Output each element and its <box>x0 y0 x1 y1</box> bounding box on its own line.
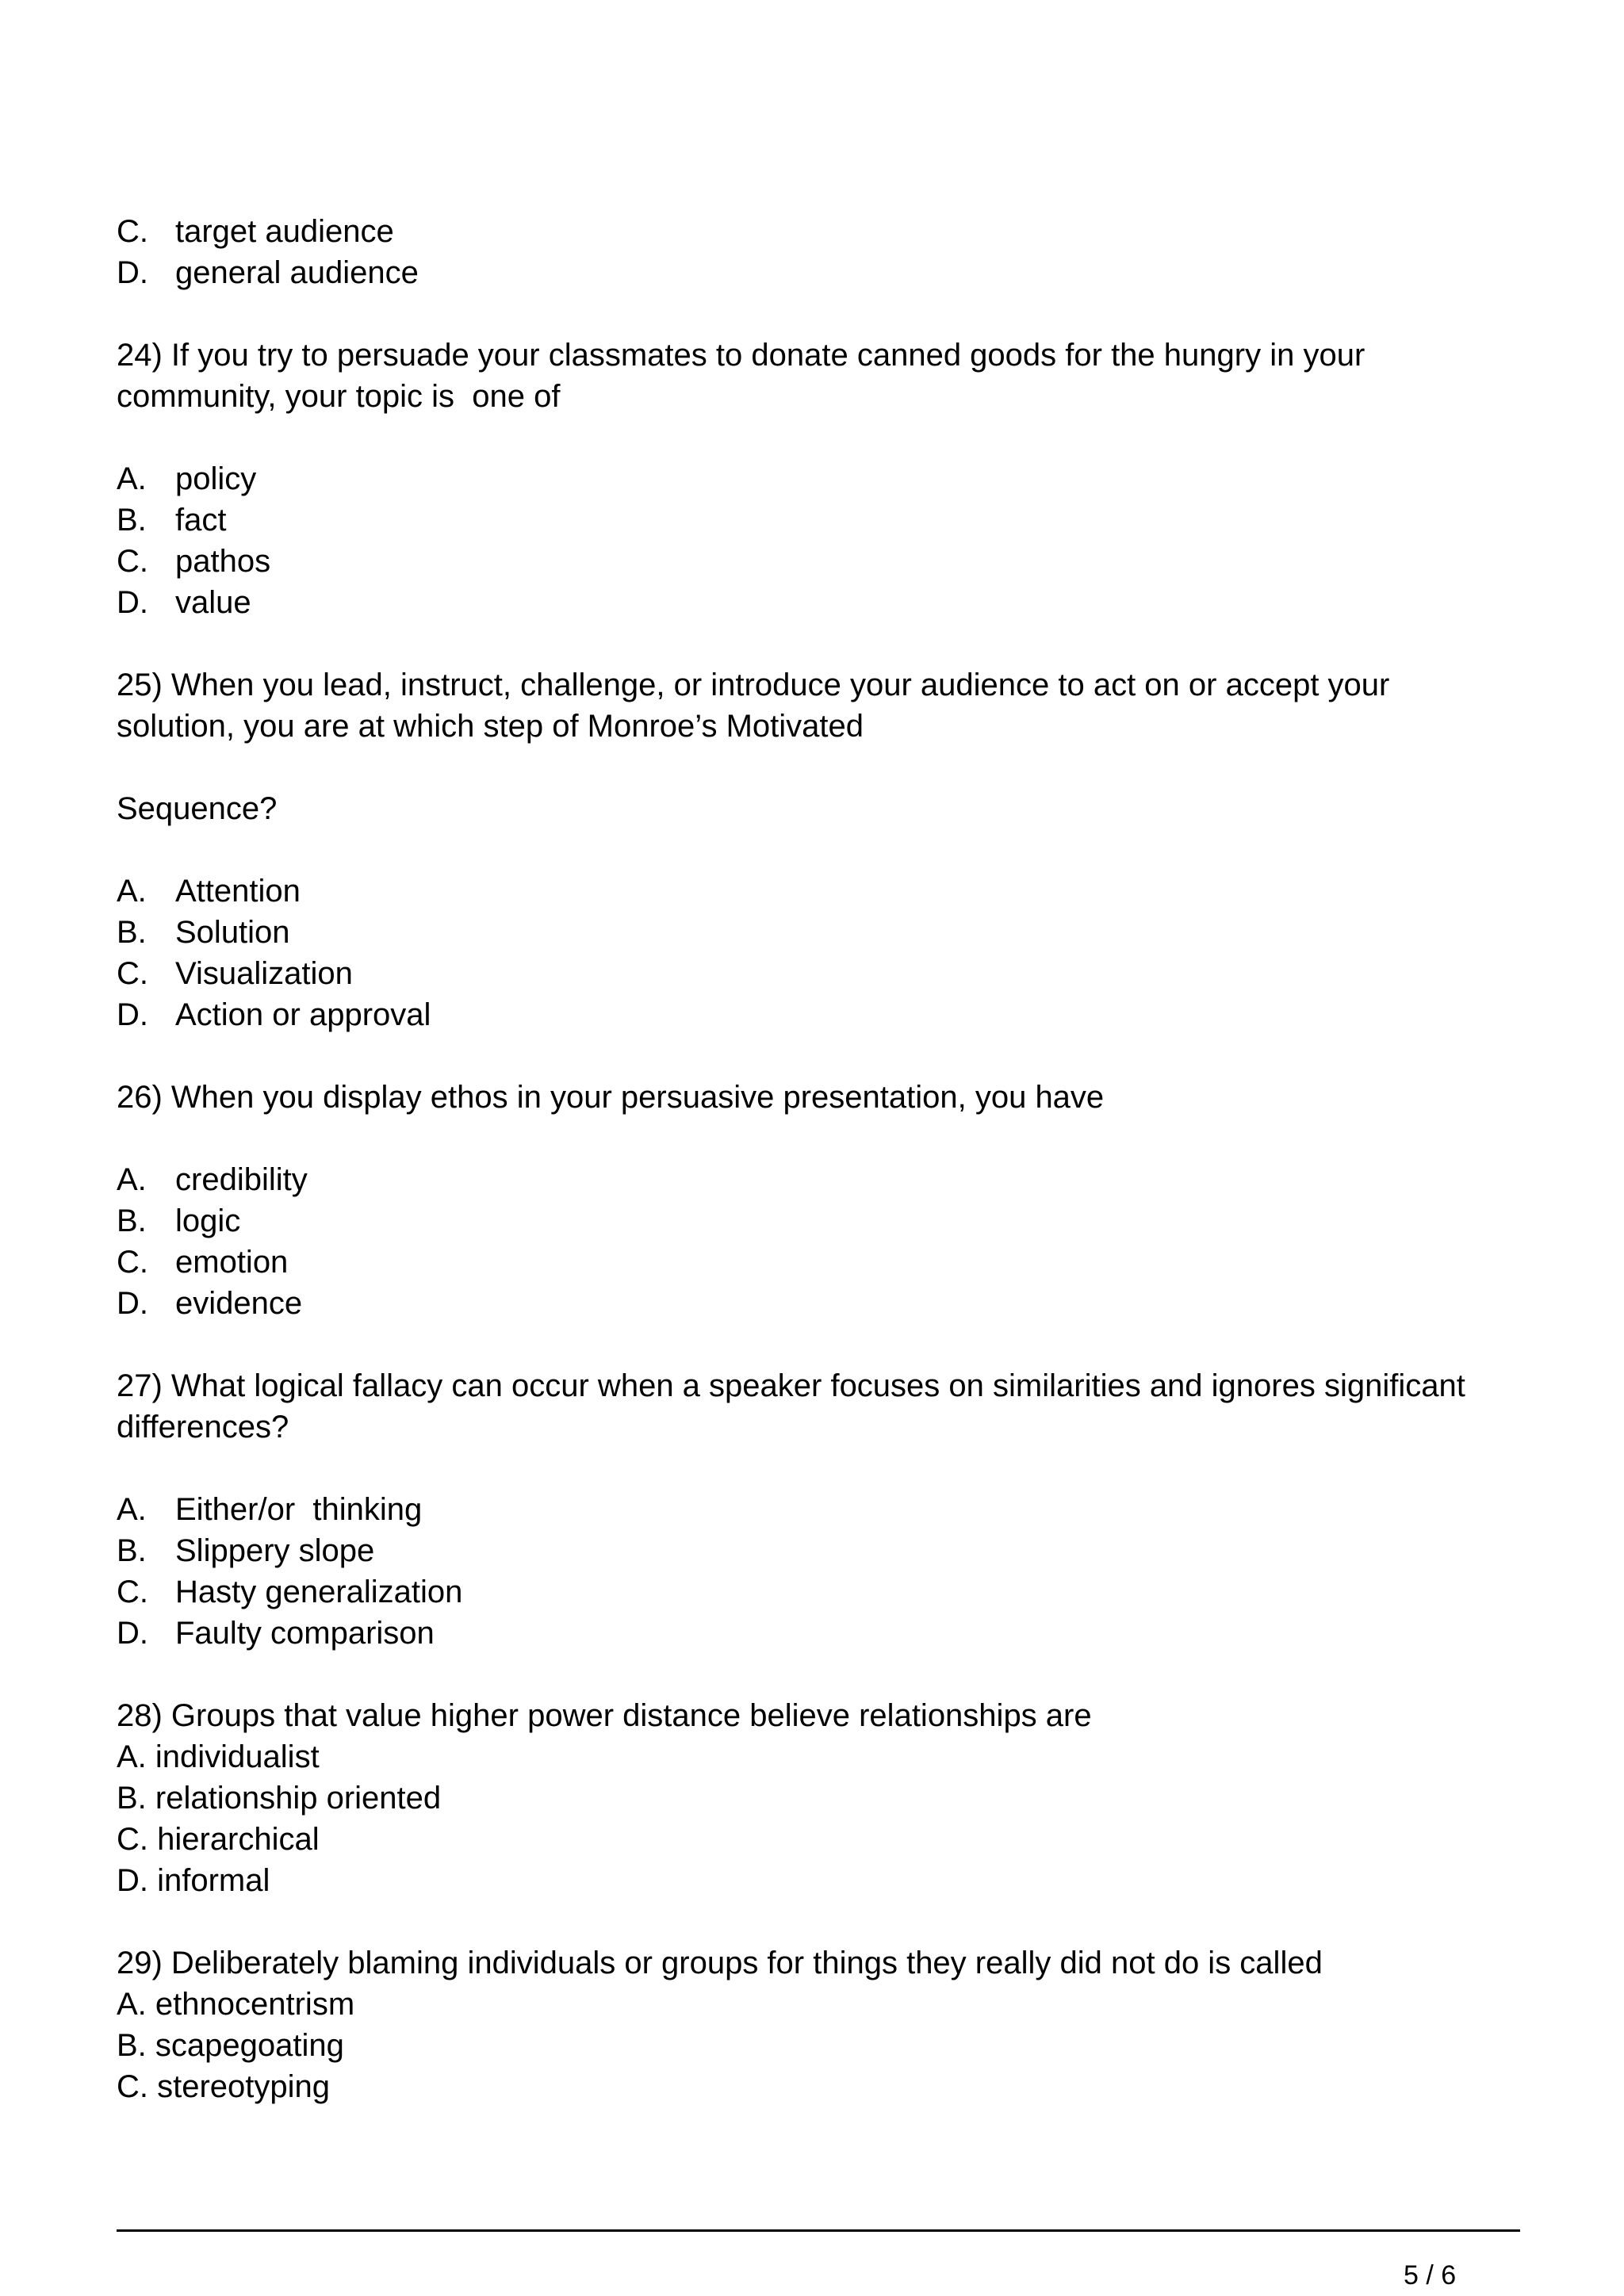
answer-option <box>117 542 270 580</box>
option-letter: B. <box>117 1203 147 1238</box>
question-text: solution, you are at which step of Monroe’s Motivated <box>117 709 864 744</box>
option-text: Faulty comparison <box>175 1616 435 1651</box>
option-letter: C. <box>117 1245 148 1280</box>
question-text: differences? <box>117 1410 289 1445</box>
question-text: D. informal <box>117 1863 270 1898</box>
option-text: fact <box>175 503 227 538</box>
answer-option <box>117 1161 308 1199</box>
option-text: value <box>175 585 251 620</box>
option-text: Solution <box>175 915 290 950</box>
option-letter: A. <box>117 1492 147 1527</box>
option-text: logic <box>175 1203 241 1238</box>
option-letter: A. <box>117 874 147 909</box>
option-text: emotion <box>175 1245 289 1280</box>
answer-option <box>117 584 251 622</box>
answer-option <box>117 254 419 292</box>
option-text: Action or approval <box>175 997 431 1032</box>
question-text: 28) Groups that value higher power distance believe relationships are <box>117 1698 1092 1733</box>
answer-option <box>117 872 301 910</box>
question-text: C. stereotyping <box>117 2069 331 2104</box>
answer-option <box>117 996 431 1034</box>
question-text: 29) Deliberately blaming individuals or groups for things they really did not do is called <box>117 1946 1323 1980</box>
question-text: 25) When you lead, instruct, challenge, or introduce your audience to act on or accept your <box>117 668 1390 702</box>
answer-option <box>117 1490 422 1529</box>
answer-option <box>117 460 256 498</box>
option-text: general audience <box>175 255 419 290</box>
option-letter: B. <box>117 915 147 950</box>
option-letter: D. <box>117 997 148 1032</box>
question-text: 26) When you display ethos in your persuasive presentation, you have <box>117 1080 1105 1115</box>
option-letter: B. <box>117 1533 147 1568</box>
option-text: target audience <box>175 214 394 249</box>
option-text: evidence <box>175 1286 303 1321</box>
option-letter: A. <box>117 461 147 496</box>
answer-option <box>117 955 353 993</box>
question-text: 24) If you try to persuade your classmates to donate canned goods for the hungry in your <box>117 338 1365 373</box>
question-text: C. hierarchical <box>117 1822 320 1857</box>
footer-rule <box>117 2229 1520 2232</box>
option-letter: C. <box>117 1575 148 1609</box>
answer-option <box>117 1614 435 1652</box>
answer-option <box>117 212 394 251</box>
answer-option <box>117 501 226 539</box>
answer-option <box>117 913 290 951</box>
question-text: A. individualist <box>117 1739 320 1774</box>
option-text: Attention <box>175 874 301 909</box>
option-text: credibility <box>175 1162 308 1197</box>
option-text: Slippery slope <box>175 1533 375 1568</box>
answer-option <box>117 1573 462 1611</box>
option-text: policy <box>175 461 257 496</box>
option-letter: D. <box>117 585 148 620</box>
option-letter: C. <box>117 214 148 249</box>
question-text: A. ethnocentrism <box>117 1987 355 2022</box>
option-letter: A. <box>117 1162 147 1197</box>
question-text: 27) What logical fallacy can occur when a speaker focuses on similarities and ignores significant <box>117 1368 1465 1403</box>
option-text: pathos <box>175 544 271 579</box>
answer-option <box>117 1202 240 1240</box>
option-text: Hasty generalization <box>175 1575 463 1609</box>
option-letter: C. <box>117 956 148 991</box>
option-letter: D. <box>117 1286 148 1321</box>
option-letter: B. <box>117 503 147 538</box>
answer-option <box>117 1243 288 1281</box>
option-letter: D. <box>117 255 148 290</box>
question-text: B. relationship oriented <box>117 1781 442 1816</box>
option-text: Either/or thinking <box>175 1492 423 1527</box>
question-text: community, your topic is one of <box>117 379 561 414</box>
answer-option <box>117 1532 374 1570</box>
question-text: B. scapegoating <box>117 2028 344 2063</box>
answer-option <box>117 1284 302 1322</box>
option-letter: D. <box>117 1616 148 1651</box>
page-number: 5 / 6 <box>1404 2260 1457 2290</box>
question-text: Sequence? <box>117 791 278 826</box>
option-text: Visualization <box>175 956 353 991</box>
option-letter: C. <box>117 544 148 579</box>
